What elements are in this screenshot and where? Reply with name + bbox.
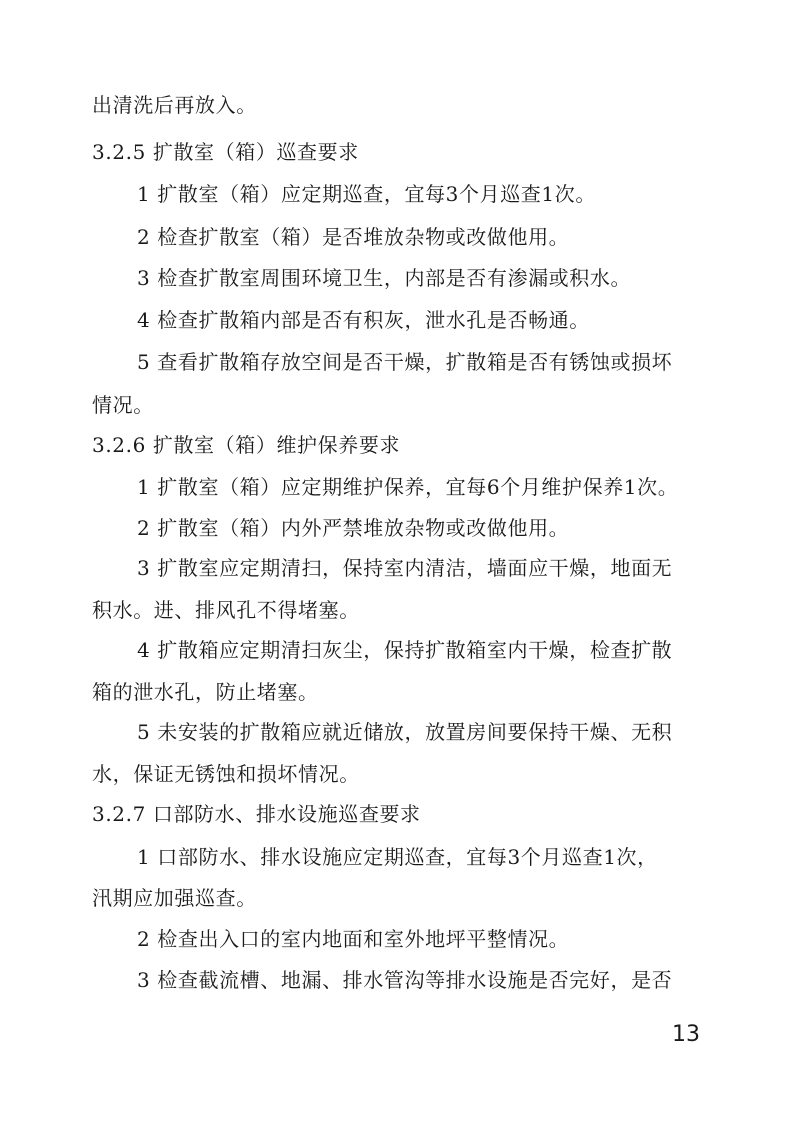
text-line: 4 扩散箱应定期清扫灰尘，保持扩散箱室内干燥，检查扩散 <box>137 638 673 662</box>
text-line: 3 检查截流槽、地漏、排水管沟等排水设施是否完好，是否 <box>137 968 673 992</box>
text-line: 1 口部防水、排水设施应定期巡查，宜每3个月巡查1次， <box>137 845 658 869</box>
text-line: 1 扩散室（箱）应定期巡查，宜每3个月巡查1次。 <box>137 182 596 206</box>
text-line: 水，保证无锈蚀和损坏情况。 <box>92 762 360 786</box>
text-line: 2 检查出入口的室内地面和室外地坪平整情况。 <box>137 927 570 951</box>
text-line: 3 扩散室应定期清扫，保持室内清洁，墙面应干燥，地面无 <box>137 556 673 580</box>
text-line: 积水。进、排风孔不得堵塞。 <box>92 598 360 622</box>
text-line: 2 扩散室（箱）内外严禁堆放杂物或改做他用。 <box>137 516 570 540</box>
text-line: 5 查看扩散箱存放空间是否干燥，扩散箱是否有锈蚀或损坏 <box>137 350 673 374</box>
text-line: 4 检查扩散箱内部是否有积灰，泄水孔是否畅通。 <box>137 308 590 332</box>
section-heading-3-2-5: 3.2.5 扩散室（箱）巡查要求 <box>92 140 359 164</box>
text-line: 3 检查扩散室周围环境卫生，内部是否有渗漏或积水。 <box>137 266 632 290</box>
section-heading-3-2-7: 3.2.7 口部防水、排水设施巡查要求 <box>92 802 421 826</box>
text-line: 1 扩散室（箱）应定期维护保养，宜每6个月维护保养1次。 <box>137 475 679 499</box>
page-number: 13 <box>672 1022 700 1047</box>
text-line: 情况。 <box>92 393 154 417</box>
text-line: 2 检查扩散室（箱）是否堆放杂物或改做他用。 <box>137 225 570 249</box>
text-line: 出清洗后再放入。 <box>92 93 257 117</box>
text-line: 5 未安装的扩散箱应就近储放，放置房间要保持干燥、无积 <box>137 720 673 744</box>
text-line: 汛期应加强巡查。 <box>92 886 257 910</box>
text-line: 箱的泄水孔，防止堵塞。 <box>92 680 319 704</box>
section-heading-3-2-6: 3.2.6 扩散室（箱）维护保养要求 <box>92 433 401 457</box>
